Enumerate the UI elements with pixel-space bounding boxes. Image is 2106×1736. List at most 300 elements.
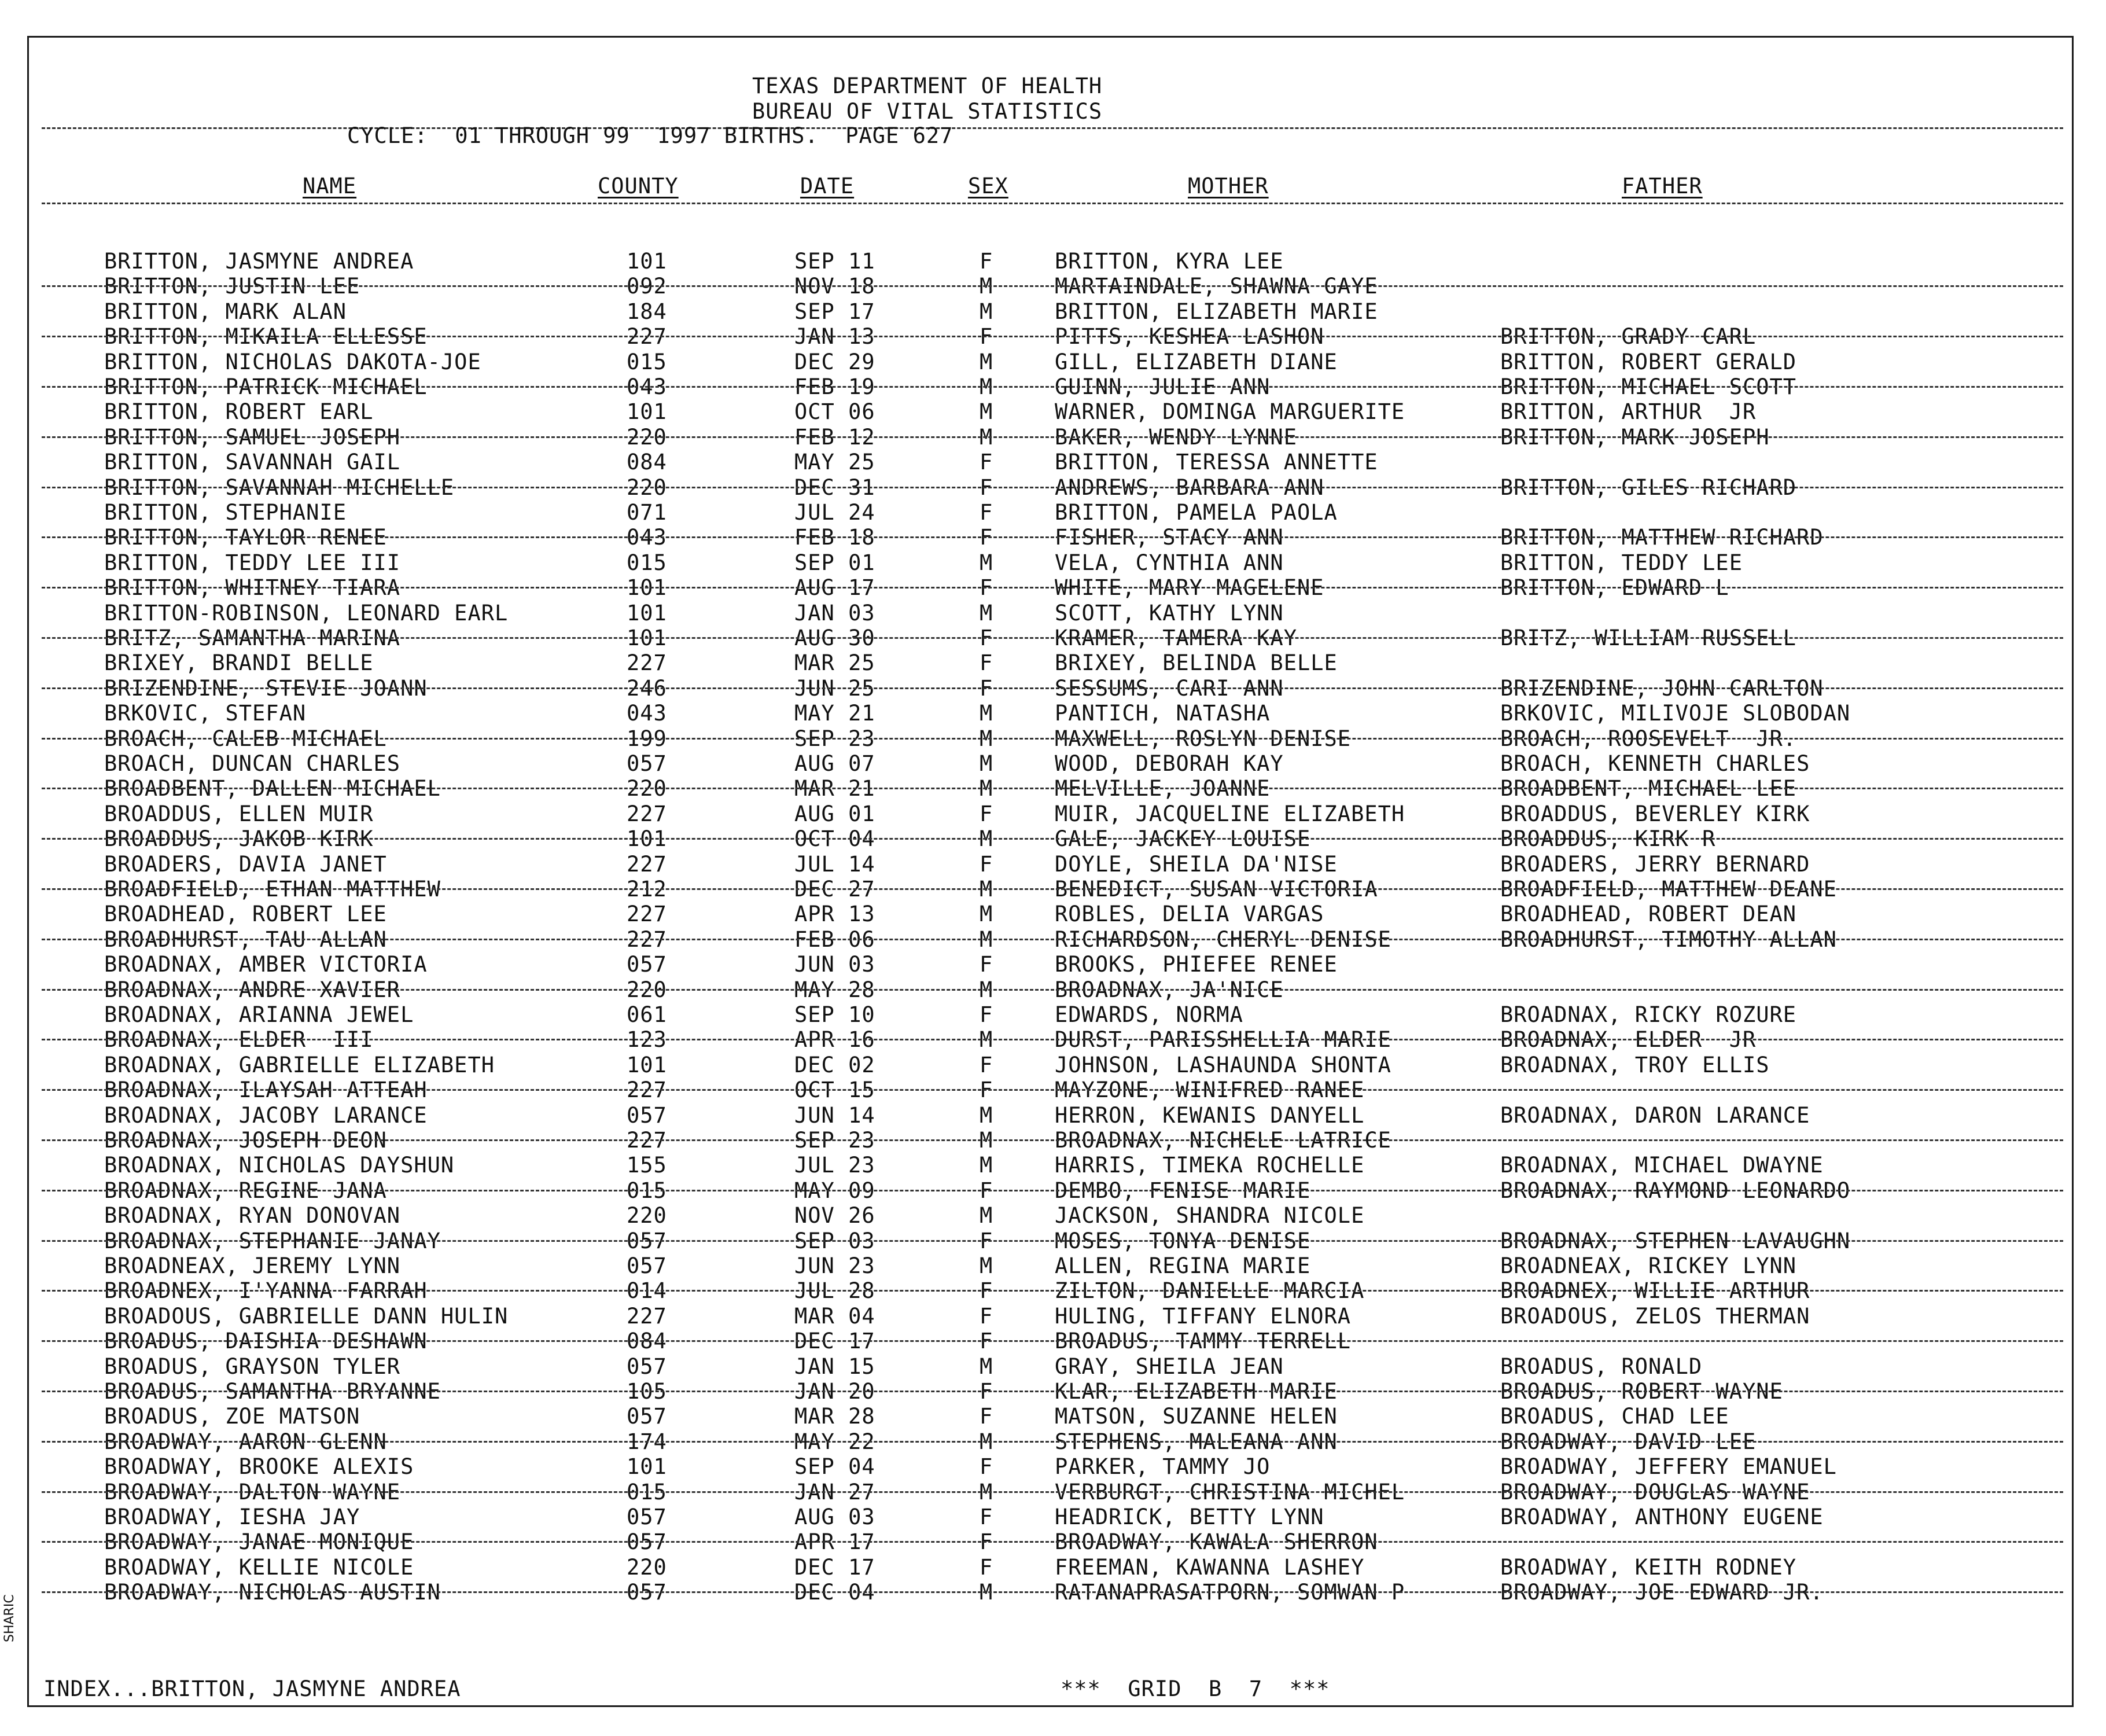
cell-mother: JOHNSON, LASHAUNDA SHONTA — [1055, 1052, 1391, 1077]
cell-date: DEC 02 — [794, 1052, 875, 1077]
report-title: TEXAS DEPARTMENT OF HEALTH — [752, 73, 1103, 98]
cell-county: 057 — [627, 1580, 667, 1605]
cell-name: BRITTON, ROBERT EARL — [104, 399, 374, 425]
cell-mother: PARKER, TAMMY JO — [1055, 1454, 1271, 1480]
row-separator — [42, 487, 2063, 488]
report-subtitle: BUREAU OF VITAL STATISTICS — [752, 99, 1103, 124]
cell-county: 227 — [627, 926, 667, 952]
cell-sex: F — [980, 1228, 993, 1253]
cell-mother: WHITE, MARY MAGELENE — [1055, 575, 1324, 601]
cell-father: BRITTON, MICHAEL SCOTT — [1500, 374, 1797, 399]
cell-name: BRITTON, JASMYNE ANDREA — [104, 249, 414, 274]
cell-mother: BROADNAX, NICHELE LATRICE — [1055, 1128, 1391, 1153]
cell-date: OCT 04 — [794, 826, 875, 852]
cell-mother: DOYLE, SHEILA DA'NISE — [1055, 851, 1338, 877]
cell-mother: BRITTON, PAMELA PAOLA — [1055, 500, 1338, 525]
cell-county: 043 — [627, 525, 667, 550]
cell-mother: HULING, TIFFANY ELNORA — [1055, 1303, 1352, 1329]
cell-name: BRITTON, WHITNEY TIARA — [104, 575, 401, 601]
cell-name: BROADNAX, ILAYSAH ATTEAH — [104, 1077, 428, 1103]
row-separator — [42, 1039, 2063, 1040]
cell-name: BROADDUS, ELLEN MUIR — [104, 801, 374, 826]
cell-name: BROADNAX, JOSEPH DEON — [104, 1128, 387, 1153]
cell-mother: BRITTON, TERESSA ANNETTE — [1055, 450, 1378, 475]
table-row — [0, 1103, 2106, 1128]
cell-sex: F — [980, 450, 993, 475]
cell-name: BRITTON, MIKAILA ELLESSE — [104, 324, 428, 350]
cell-mother: PITTS, KESHEA LASHON — [1055, 324, 1324, 350]
table-row — [0, 751, 2106, 776]
cell-date: MAY 25 — [794, 450, 875, 475]
row-separator — [42, 1340, 2063, 1342]
cell-name: BROADOUS, GABRIELLE DANN HULIN — [104, 1303, 509, 1329]
cell-mother: GRAY, SHEILA JEAN — [1055, 1354, 1284, 1379]
column-header-date: DATE — [800, 174, 855, 198]
cell-sex: F — [980, 1278, 993, 1304]
cell-date: MAY 09 — [794, 1178, 875, 1203]
cell-county: 227 — [627, 1303, 667, 1329]
column-header-divider — [42, 203, 2063, 204]
cell-sex: F — [980, 1002, 993, 1027]
cell-father: BROADNAX, RAYMOND LEONARDO — [1500, 1178, 1851, 1203]
cell-sex: F — [980, 952, 993, 977]
cell-father: BROADWAY, JEFFERY EMANUEL — [1500, 1454, 1837, 1480]
cell-mother: RATANAPRASATPORN, SOMWAN P — [1055, 1580, 1405, 1605]
cell-sex: F — [980, 1329, 993, 1354]
cell-name: BROADWAY, IESHA JAY — [104, 1505, 360, 1529]
cell-date: MAR 25 — [794, 650, 875, 676]
side-label: SHARIC — [2, 1594, 17, 1642]
table-row — [0, 1555, 2106, 1580]
cell-sex: M — [980, 1102, 993, 1128]
cell-date: MAY 28 — [794, 977, 875, 1002]
cell-mother: MARTAINDALE, SHAWNA GAYE — [1055, 274, 1378, 299]
cell-date: FEB 06 — [794, 926, 875, 952]
cell-father: BROADWAY, DOUGLAS WAYNE — [1500, 1479, 1810, 1505]
cell-father: BROADWAY, DAVID LEE — [1500, 1429, 1757, 1454]
cell-father: BRITTON, MARK JOSEPH — [1500, 424, 1770, 450]
cell-county: 174 — [627, 1429, 667, 1454]
cell-county: 220 — [627, 977, 667, 1002]
cell-name: BROADNEX, I'YANNA FARRAH — [104, 1278, 428, 1304]
cell-county: 057 — [627, 1228, 667, 1253]
cell-name: BROADWAY, KELLIE NICOLE — [104, 1554, 414, 1580]
table-row — [0, 550, 2106, 575]
row-separator — [42, 1240, 2063, 1242]
cell-name: BROADUS, ZOE MATSON — [104, 1404, 360, 1429]
table-row — [0, 801, 2106, 826]
cell-mother: BAKER, WENDY LYNNE — [1055, 424, 1297, 450]
cell-date: SEP 11 — [794, 249, 875, 274]
table-row — [0, 350, 2106, 374]
table-row — [0, 500, 2106, 525]
cell-county: 057 — [627, 1102, 667, 1128]
cell-date: APR 16 — [794, 1027, 875, 1053]
cell-father: BROADWAY, ANTHONY EUGENE — [1500, 1505, 1824, 1529]
cell-name: BRIZENDINE, STEVIE JOANN — [104, 675, 428, 701]
table-row — [0, 1304, 2106, 1329]
cell-date: JUN 23 — [794, 1253, 875, 1278]
cell-county: 220 — [627, 475, 667, 500]
row-separator — [42, 989, 2063, 991]
cell-mother: WARNER, DOMINGA MARGUERITE — [1055, 399, 1405, 425]
cell-father: BRIZENDINE, JOHN CARLTON — [1500, 675, 1824, 701]
cell-sex: M — [980, 1203, 993, 1229]
cell-date: AUG 01 — [794, 801, 875, 826]
cell-father: BROADNEX, WILLIE ARTHUR — [1500, 1278, 1810, 1304]
cell-mother: GUINN, JULIE ANN — [1055, 374, 1271, 399]
cell-sex: M — [980, 701, 993, 726]
cell-name: BRKOVIC, STEFAN — [104, 701, 307, 726]
cell-father: BROADNAX, TROY ELLIS — [1500, 1052, 1770, 1077]
column-header-name: NAME — [303, 174, 357, 198]
cell-date: DEC 04 — [794, 1580, 875, 1605]
cell-name: BRITTON, NICHOLAS DAKOTA-JOE — [104, 349, 481, 374]
cell-date: APR 13 — [794, 902, 875, 927]
cell-sex: M — [980, 274, 993, 299]
cell-county: 227 — [627, 324, 667, 350]
cell-name: BROADNAX, ARIANNA JEWEL — [104, 1002, 414, 1027]
cell-mother: BROADNAX, JA'NICE — [1055, 977, 1284, 1002]
cell-sex: F — [980, 525, 993, 550]
cell-father: BROADNAX, RICKY ROZURE — [1500, 1002, 1797, 1027]
cell-date: FEB 18 — [794, 525, 875, 550]
cell-sex: F — [980, 1052, 993, 1077]
cell-county: 092 — [627, 274, 667, 299]
cell-county: 227 — [627, 1077, 667, 1103]
cell-county: 123 — [627, 1027, 667, 1053]
cell-mother: BENEDICT, SUSAN VICTORIA — [1055, 877, 1378, 902]
cell-county: 212 — [627, 877, 667, 902]
cell-sex: M — [980, 877, 993, 902]
cell-county: 057 — [627, 1505, 667, 1529]
table-row — [0, 902, 2106, 926]
cell-mother: HERRON, KEWANIS DANYELL — [1055, 1102, 1365, 1128]
cell-father: BROADNAX, ELDER JR — [1500, 1027, 1757, 1053]
cell-date: SEP 23 — [794, 726, 875, 751]
cell-county: 227 — [627, 650, 667, 676]
cell-sex: M — [980, 1354, 993, 1379]
cell-county: 101 — [627, 399, 667, 425]
cell-father: BROADERS, JERRY BERNARD — [1500, 851, 1810, 877]
row-separator — [42, 1290, 2063, 1292]
cell-sex: F — [980, 650, 993, 676]
row-separator — [42, 386, 2063, 388]
cell-county: 105 — [627, 1379, 667, 1404]
cell-mother: KRAMER, TAMERA KAY — [1055, 626, 1297, 650]
cell-name: BROADERS, DAVIA JANET — [104, 851, 387, 877]
cell-county: 015 — [627, 349, 667, 374]
cell-sex: M — [980, 1253, 993, 1278]
cell-father: BROADUS, ROBERT WAYNE — [1500, 1379, 1783, 1404]
row-separator — [42, 1591, 2063, 1593]
cell-county: 101 — [627, 1454, 667, 1480]
cell-mother: MATSON, SUZANNE HELEN — [1055, 1404, 1338, 1429]
cell-mother: KLAR, ELIZABETH MARIE — [1055, 1379, 1338, 1404]
table-row — [0, 249, 2106, 274]
cell-mother: JACKSON, SHANDRA NICOLE — [1055, 1203, 1365, 1229]
cell-sex: F — [980, 575, 993, 601]
cell-date: SEP 01 — [794, 550, 875, 575]
cell-mother: FISHER, STACY ANN — [1055, 525, 1284, 550]
cell-mother: MELVILLE, JOANNE — [1055, 776, 1271, 801]
cell-county: 101 — [627, 249, 667, 274]
cell-mother: DEMBO, FENISE MARIE — [1055, 1178, 1311, 1203]
cell-date: DEC 27 — [794, 877, 875, 902]
cell-sex: F — [980, 1303, 993, 1329]
cell-county: 227 — [627, 1128, 667, 1153]
cell-sex: F — [980, 1505, 993, 1529]
row-separator — [42, 436, 2063, 438]
cell-county: 015 — [627, 550, 667, 575]
cell-mother: MAXWELL, ROSLYN DENISE — [1055, 726, 1352, 751]
cell-mother: ZILTON, DANIELLE MARCIA — [1055, 1278, 1365, 1304]
cell-county: 071 — [627, 500, 667, 525]
row-separator — [42, 888, 2063, 890]
cell-name: BROADNEAX, JEREMY LYNN — [104, 1253, 401, 1278]
cell-sex: M — [980, 550, 993, 575]
cell-father: BROACH, KENNETH CHARLES — [1500, 751, 1810, 776]
cell-county: 057 — [627, 1354, 667, 1379]
cell-date: JAN 27 — [794, 1479, 875, 1505]
cell-date: SEP 03 — [794, 1228, 875, 1253]
row-separator — [42, 536, 2063, 538]
cell-mother: BRITTON, KYRA LEE — [1055, 249, 1284, 274]
cell-father: BROADBENT, MICHAEL LEE — [1500, 776, 1797, 801]
cell-date: SEP 23 — [794, 1128, 875, 1153]
row-separator — [42, 1190, 2063, 1191]
cell-sex: M — [980, 374, 993, 399]
cell-county: 084 — [627, 450, 667, 475]
row-separator — [42, 939, 2063, 940]
cell-name: BROADUS, DAISHIA DESHAWN — [104, 1329, 428, 1354]
row-separator — [42, 637, 2063, 639]
column-header-county: COUNTY — [598, 174, 679, 198]
cell-county: 101 — [627, 826, 667, 852]
table-row — [0, 601, 2106, 626]
cell-sex: M — [980, 1429, 993, 1454]
cell-county: 101 — [627, 626, 667, 650]
cell-mother: MUIR, JACQUELINE ELIZABETH — [1055, 801, 1405, 826]
cell-sex: M — [980, 776, 993, 801]
cell-sex: F — [980, 475, 993, 500]
cell-sex: M — [980, 424, 993, 450]
cell-date: JUN 14 — [794, 1102, 875, 1128]
cell-sex: F — [980, 851, 993, 877]
cell-sex: F — [980, 626, 993, 650]
cell-county: 227 — [627, 902, 667, 927]
cell-father: BRITTON, ROBERT GERALD — [1500, 349, 1797, 374]
cell-county: 101 — [627, 1052, 667, 1077]
cell-father: BRITTON, ARTHUR JR — [1500, 399, 1757, 425]
cell-father: BRKOVIC, MILIVOJE SLOBODAN — [1500, 701, 1851, 726]
row-separator — [42, 788, 2063, 789]
cell-county: 227 — [627, 851, 667, 877]
cell-mother: BROADWAY, KAWALA SHERRON — [1055, 1529, 1378, 1555]
cell-name: BRITTON, STEPHANIE — [104, 500, 347, 525]
cell-date: JUL 23 — [794, 1153, 875, 1178]
cell-father: BROADDUS, KIRK R — [1500, 826, 1716, 852]
cell-name: BROACH, CALEB MICHAEL — [104, 726, 387, 751]
cell-sex: F — [980, 500, 993, 525]
cell-father: BROADHEAD, ROBERT DEAN — [1500, 902, 1797, 927]
cell-mother: HARRIS, TIMEKA ROCHELLE — [1055, 1153, 1365, 1178]
cell-sex: M — [980, 726, 993, 751]
cell-sex: M — [980, 600, 993, 626]
table-row — [0, 852, 2106, 877]
cell-date: AUG 03 — [794, 1505, 875, 1529]
cell-mother: VELA, CYNTHIA ANN — [1055, 550, 1284, 575]
cell-mother: VERBURGT, CHRISTINA MICHEL — [1055, 1479, 1405, 1505]
cell-date: MAY 22 — [794, 1429, 875, 1454]
cell-date: JUN 03 — [794, 952, 875, 977]
cell-name: BROADUS, SAMANTHA BRYANNE — [104, 1379, 441, 1404]
cell-date: OCT 15 — [794, 1077, 875, 1103]
cycle-line: CYCLE: 01 THROUGH 99 1997 BIRTHS. PAGE 627 — [347, 123, 953, 148]
cell-father: BRITTON, EDWARD L — [1500, 575, 1729, 601]
cell-sex: M — [980, 751, 993, 776]
cell-date: JUL 24 — [794, 500, 875, 525]
cell-name: BROADWAY, BROOKE ALEXIS — [104, 1454, 414, 1480]
table-row — [0, 399, 2106, 424]
cell-name: BROADUS, GRAYSON TYLER — [104, 1354, 401, 1379]
cell-county: 043 — [627, 374, 667, 399]
row-separator — [42, 838, 2063, 840]
cell-sex: F — [980, 1529, 993, 1555]
row-separator — [42, 1441, 2063, 1443]
cell-date: MAR 28 — [794, 1404, 875, 1429]
cell-name: BROADNAX, REGINE JANA — [104, 1178, 387, 1203]
cell-date: FEB 12 — [794, 424, 875, 450]
cell-date: FEB 19 — [794, 374, 875, 399]
cell-sex: M — [980, 926, 993, 952]
cell-sex: F — [980, 1077, 993, 1103]
cell-county: 057 — [627, 751, 667, 776]
row-separator — [42, 687, 2063, 689]
cell-county: 227 — [627, 801, 667, 826]
cell-name: BROADDUS, JAKOB KIRK — [104, 826, 374, 852]
row-separator — [42, 1089, 2063, 1091]
cell-county: 061 — [627, 1002, 667, 1027]
cell-name: BROADFIELD, ETHAN MATTHEW — [104, 877, 441, 902]
cell-date: JAN 03 — [794, 600, 875, 626]
cell-father: BRITTON, GILES RICHARD — [1500, 475, 1797, 500]
cell-father: BRITZ, WILLIAM RUSSELL — [1500, 626, 1797, 650]
cell-sex: F — [980, 1554, 993, 1580]
cell-sex: M — [980, 1153, 993, 1178]
cell-county: 220 — [627, 776, 667, 801]
cell-mother: MAYZONE, WINIFRED RANEE — [1055, 1077, 1365, 1103]
cell-sex: M — [980, 299, 993, 324]
cell-name: BROADBENT, DALLEN MICHAEL — [104, 776, 441, 801]
table-row — [0, 650, 2106, 675]
table-row — [0, 1404, 2106, 1429]
cell-name: BROACH, DUNCAN CHARLES — [104, 751, 401, 776]
cell-sex: F — [980, 1454, 993, 1480]
cell-county: 057 — [627, 1529, 667, 1555]
table-row — [0, 299, 2106, 324]
table-row — [0, 701, 2106, 726]
cell-date: AUG 07 — [794, 751, 875, 776]
cell-father: BRITTON, GRADY CARL — [1500, 324, 1757, 350]
cell-date: APR 17 — [794, 1529, 875, 1555]
cell-mother: BRITTON, ELIZABETH MARIE — [1055, 299, 1378, 324]
table-row — [0, 1253, 2106, 1278]
cell-name: BROADNAX, NICHOLAS DAYSHUN — [104, 1153, 455, 1178]
cell-date: DEC 29 — [794, 349, 875, 374]
cell-county: 015 — [627, 1178, 667, 1203]
cell-name: BRITTON-ROBINSON, LEONARD EARL — [104, 600, 509, 626]
cell-sex: M — [980, 399, 993, 425]
cell-county: 057 — [627, 1253, 667, 1278]
cell-name: BROADNAX, RYAN DONOVAN — [104, 1203, 401, 1229]
cell-name: BRITTON, TAYLOR RENEE — [104, 525, 387, 550]
cell-sex: F — [980, 801, 993, 826]
cell-father: BROADUS, RONALD — [1500, 1354, 1703, 1379]
index-footer: INDEX...BRITTON, JASMYNE ANDREA — [43, 1676, 461, 1701]
cell-county: 220 — [627, 1554, 667, 1580]
cell-mother: HEADRICK, BETTY LYNN — [1055, 1505, 1324, 1529]
cell-mother: ALLEN, REGINA MARIE — [1055, 1253, 1311, 1278]
cell-name: BROADWAY, DALTON WAYNE — [104, 1479, 401, 1505]
cell-father: BROADFIELD, MATTHEW DEANE — [1500, 877, 1837, 902]
cell-name: BROADNAX, ANDRE XAVIER — [104, 977, 401, 1002]
cell-father: BROADHURST, TIMOTHY ALLAN — [1500, 926, 1837, 952]
cell-county: 057 — [627, 1404, 667, 1429]
cell-sex: M — [980, 826, 993, 852]
cell-father: BROADOUS, ZELOS THERMAN — [1500, 1303, 1810, 1329]
row-separator — [42, 587, 2063, 589]
cell-name: BRITTON, TEDDY LEE III — [104, 550, 401, 575]
cell-father: BROADWAY, KEITH RODNEY — [1500, 1554, 1797, 1580]
cell-father: BRITTON, MATTHEW RICHARD — [1500, 525, 1824, 550]
cell-mother: MOSES, TONYA DENISE — [1055, 1228, 1311, 1253]
cell-mother: RICHARDSON, CHERYL DENISE — [1055, 926, 1391, 952]
cell-father: BRITTON, TEDDY LEE — [1500, 550, 1743, 575]
table-row — [0, 952, 2106, 977]
cell-name: BRITZ, SAMANTHA MARINA — [104, 626, 401, 650]
cell-date: DEC 31 — [794, 475, 875, 500]
cell-mother: EDWARDS, NORMA — [1055, 1002, 1243, 1027]
cell-name: BROADNAX, AMBER VICTORIA — [104, 952, 428, 977]
cell-date: SEP 04 — [794, 1454, 875, 1480]
cell-date: MAR 04 — [794, 1303, 875, 1329]
table-row — [0, 1505, 2106, 1529]
cell-sex: F — [980, 249, 993, 274]
cell-county: 155 — [627, 1153, 667, 1178]
cell-name: BROADNAX, JACOBY LARANCE — [104, 1102, 428, 1128]
cell-mother: STEPHENS, MALEANA ANN — [1055, 1429, 1338, 1454]
row-separator — [42, 285, 2063, 287]
cell-name: BROADWAY, AARON GLENN — [104, 1429, 387, 1454]
cell-date: MAY 21 — [794, 701, 875, 726]
cell-county: 220 — [627, 424, 667, 450]
cell-mother: SCOTT, KATHY LYNN — [1055, 600, 1284, 626]
cell-sex: F — [980, 675, 993, 701]
cell-date: NOV 26 — [794, 1203, 875, 1229]
cell-county: 014 — [627, 1278, 667, 1304]
cell-sex: M — [980, 1580, 993, 1605]
cell-mother: FREEMAN, KAWANNA LASHEY — [1055, 1554, 1365, 1580]
cell-mother: PANTICH, NATASHA — [1055, 701, 1271, 726]
cell-mother: ANDREWS, BARBARA ANN — [1055, 475, 1324, 500]
cell-date: JAN 20 — [794, 1379, 875, 1404]
grid-footer: *** GRID B 7 *** — [1061, 1676, 1330, 1701]
cell-mother: ROBLES, DELIA VARGAS — [1055, 902, 1324, 927]
cell-mother: SESSUMS, CARI ANN — [1055, 675, 1284, 701]
cell-name: BROADHEAD, ROBERT LEE — [104, 902, 387, 927]
row-separator — [42, 1391, 2063, 1392]
